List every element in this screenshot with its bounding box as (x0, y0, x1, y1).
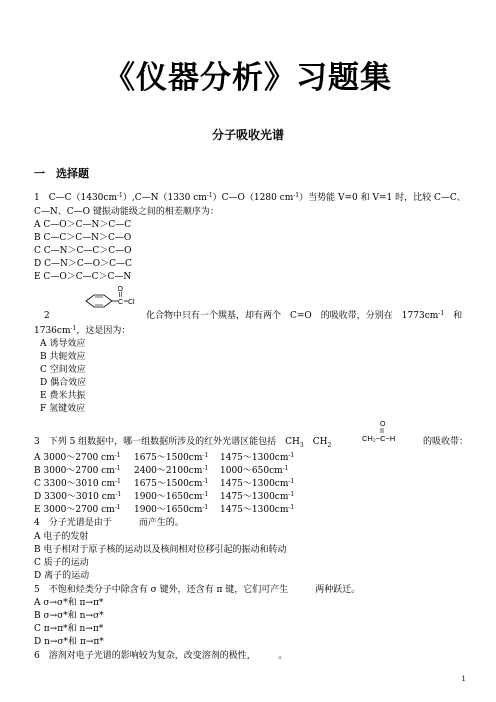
q5-option: B σ→σ*和 n→σ* (34, 611, 104, 621)
q4-option: B 电子相对于原子核的运动以及核间相对位移引起的振动和转动 (34, 545, 287, 555)
q4-option: A 电子的发射 (34, 532, 89, 542)
q4-stem: 4 分子光谱是由于 而产生的。 (34, 518, 184, 528)
q3-stem-end: 的吸收带： (423, 437, 469, 447)
q6-stem: 6 溶剂对电子光谱的影响较为复杂，改变溶剂的极性， 。 (34, 651, 288, 661)
benzoyl-chloride-structure (80, 283, 140, 327)
q1-option: D C—N＞C—O＞C—C (34, 259, 132, 269)
section-heading: 一 选择题 (34, 167, 89, 180)
q2-stem-line2: $1736cm^{-1}$，这是因为： (34, 325, 131, 336)
q5-option: D n→σ*和 π→π* (34, 637, 104, 647)
q3-option: B 3000～2700 $cm^{-1}$ $2400\sim 2100cm^{-1}$ $1000\sim 650cm^{-1}$ (34, 465, 289, 476)
q5-option: C π→π*和 n→π* (34, 624, 104, 634)
q2-option: D 偶合效应 (40, 378, 87, 388)
q3-option: D 3300～3010 $cm^{-1}$ $1900\sim 1650cm^{-1}$ $1475\sim 1300cm^{-1}$ (34, 491, 295, 502)
q3-option: E 3000～2700 $cm^{-1}$ $1900\sim 1650cm^{-1}$ $1475\sim 1300cm^{-1}$ (34, 504, 295, 515)
document-title: 《仪器分析》习题集 (104, 60, 392, 96)
q1-option: C C—N＞C—C＞C—O (34, 246, 132, 256)
q3-option: C 3300～3010 $cm^{-1}$ $1675\sim 1500cm^{-1}$ $1475\sim 1300cm^{-1}$ (34, 478, 295, 489)
q4-option: C 质子的运动 (34, 558, 89, 568)
q1-option: B C—C＞C—N＞C—O (34, 233, 132, 243)
q1-option: E C—O＞C—C＞C—N (34, 272, 132, 282)
q5-stem: 5 不饱和烃类分子中除含有 σ 键外，还含有 π 键，它们可产生 两种跃迁。 (34, 585, 361, 595)
q1-stem-line1: 1 $C—C(1430cm^{-1}),C—N(1330$ $cm^{-1})C—O(1280$ $cm^{-1}$）当势能 V=0 和 V=1 时，比较 C—C、 (34, 192, 466, 203)
q2-option: B 共轭效应 (40, 352, 86, 362)
structure-chlorine-label: Cl (128, 299, 135, 306)
q1-stem-line2: C—N、C—O 键振动能级之间的相差顺序为： (34, 207, 219, 217)
q4-option: D 离子的运动 (34, 571, 90, 581)
structure-main-chain: CH₂−C−H (362, 434, 396, 443)
page-number: 1 (461, 675, 466, 683)
q2-option: A 诱导效应 (40, 339, 86, 349)
q5-option: A σ→σ*和 π→π* (34, 598, 104, 608)
acetaldehyde-structure (358, 418, 418, 448)
q2-stem-line1: 化合物中只有一个羰基，却有两个 C=O 的吸收带，分别在 $1773cm^{-1}$ 和 (146, 310, 463, 321)
q3-option: A 3000～2700 $cm^{-1}$ $1675\sim 1500cm^{-1}$ $1475\sim 1300cm^{-1}$ (34, 452, 295, 463)
q2-option: F 氢键效应 (40, 404, 86, 414)
chapter-subtitle: 分子吸收光谱 (211, 128, 284, 142)
q1-option: A C—O＞C—N＞C—C (34, 220, 132, 230)
q3-stem: 3 下列 5 组数据中，哪一组数据所涉及的红外光谱区能包括 $CH_3$ $CH_2$ (34, 437, 332, 449)
q2-option: C 空间效应 (40, 365, 86, 375)
structure-carbon-label: C (118, 299, 124, 306)
q2-option: E 费米共振 (40, 391, 86, 401)
structure-oxygen-label: O (117, 286, 123, 293)
q2-number: 2 (44, 311, 50, 321)
structure-oxygen-label: O (380, 421, 386, 428)
